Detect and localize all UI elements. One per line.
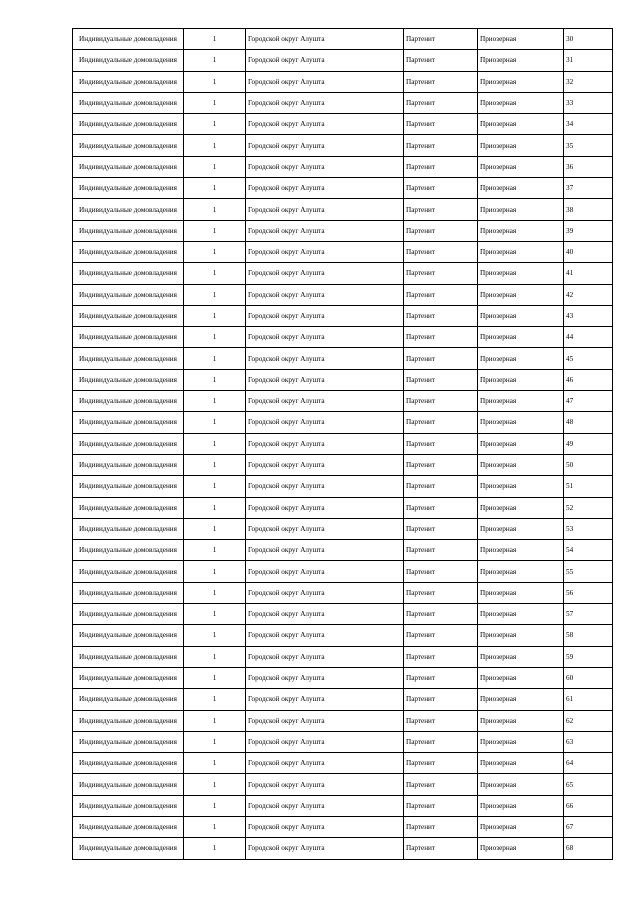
municipality-cell: Городской округ Алушта — [246, 816, 404, 837]
table-row — [73, 391, 613, 412]
table-row — [73, 241, 613, 262]
quantity-cell: 1 — [184, 71, 246, 92]
street-cell: Приозерная — [478, 178, 564, 199]
table-row — [73, 433, 613, 454]
quantity-cell: 1 — [184, 135, 246, 156]
quantity-cell: 1 — [184, 391, 246, 412]
quantity-cell: 1 — [184, 241, 246, 262]
house-number-cell: 34 — [564, 114, 613, 135]
building-type-cell: Индивидуальные домовладения — [73, 156, 184, 177]
quantity-cell: 1 — [184, 199, 246, 220]
street-cell: Приозерная — [478, 433, 564, 454]
building-type-cell: Индивидуальные домовладения — [73, 731, 184, 752]
table-row — [73, 199, 613, 220]
settlement-cell: Партенит — [404, 327, 478, 348]
municipality-cell: Городской округ Алушта — [246, 369, 404, 390]
municipality-cell: Городской округ Алушта — [246, 838, 404, 859]
building-type-cell: Индивидуальные домовладения — [73, 284, 184, 305]
street-cell: Приозерная — [478, 92, 564, 113]
municipality-cell: Городской округ Алушта — [246, 114, 404, 135]
street-cell: Приозерная — [478, 284, 564, 305]
building-type-cell: Индивидуальные домовладения — [73, 178, 184, 199]
building-type-cell: Индивидуальные домовладения — [73, 135, 184, 156]
street-cell: Приозерная — [478, 604, 564, 625]
building-type-cell: Индивидуальные домовладения — [73, 518, 184, 539]
table-row — [73, 731, 613, 752]
quantity-cell: 1 — [184, 178, 246, 199]
building-type-cell: Индивидуальные домовладения — [73, 689, 184, 710]
quantity-cell: 1 — [184, 561, 246, 582]
street-cell: Приозерная — [478, 582, 564, 603]
settlement-cell: Партенит — [404, 50, 478, 71]
quantity-cell: 1 — [184, 731, 246, 752]
table-row — [73, 497, 613, 518]
municipality-cell: Городской округ Алушта — [246, 646, 404, 667]
quantity-cell: 1 — [184, 114, 246, 135]
municipality-cell: Городской округ Алушта — [246, 731, 404, 752]
street-cell: Приозерная — [478, 625, 564, 646]
settlement-cell: Партенит — [404, 710, 478, 731]
house-number-cell: 51 — [564, 476, 613, 497]
table-row — [73, 710, 613, 731]
settlement-cell: Партенит — [404, 29, 478, 50]
street-cell: Приозерная — [478, 838, 564, 859]
house-number-cell: 66 — [564, 795, 613, 816]
quantity-cell: 1 — [184, 433, 246, 454]
quantity-cell: 1 — [184, 305, 246, 326]
municipality-cell: Городской округ Алушта — [246, 561, 404, 582]
house-number-cell: 55 — [564, 561, 613, 582]
settlement-cell: Партенит — [404, 582, 478, 603]
settlement-cell: Партенит — [404, 114, 478, 135]
quantity-cell: 1 — [184, 156, 246, 177]
municipality-cell: Городской округ Алушта — [246, 710, 404, 731]
quantity-cell: 1 — [184, 753, 246, 774]
settlement-cell: Партенит — [404, 412, 478, 433]
table-row — [73, 476, 613, 497]
building-type-cell: Индивидуальные домовладения — [73, 540, 184, 561]
building-type-cell: Индивидуальные домовладения — [73, 561, 184, 582]
building-type-cell: Индивидуальные домовладения — [73, 327, 184, 348]
house-number-cell: 54 — [564, 540, 613, 561]
building-type-cell: Индивидуальные домовладения — [73, 646, 184, 667]
municipality-cell: Городской округ Алушта — [246, 774, 404, 795]
quantity-cell: 1 — [184, 454, 246, 475]
settlement-cell: Партенит — [404, 199, 478, 220]
building-type-cell: Индивидуальные домовладения — [73, 604, 184, 625]
quantity-cell: 1 — [184, 667, 246, 688]
settlement-cell: Партенит — [404, 497, 478, 518]
municipality-cell: Городской округ Алушта — [246, 433, 404, 454]
building-type-cell: Индивидуальные домовладения — [73, 582, 184, 603]
building-type-cell: Индивидуальные домовладения — [73, 774, 184, 795]
house-number-cell: 45 — [564, 348, 613, 369]
settlement-cell: Партенит — [404, 753, 478, 774]
municipality-cell: Городской округ Алушта — [246, 795, 404, 816]
building-type-cell: Индивидуальные домовладения — [73, 29, 184, 50]
building-type-cell: Индивидуальные домовладения — [73, 710, 184, 731]
settlement-cell: Партенит — [404, 284, 478, 305]
address-table — [72, 28, 613, 860]
house-number-cell: 30 — [564, 29, 613, 50]
table-row — [73, 753, 613, 774]
quantity-cell: 1 — [184, 412, 246, 433]
settlement-cell: Партенит — [404, 92, 478, 113]
house-number-cell: 61 — [564, 689, 613, 710]
municipality-cell: Городской округ Алушта — [246, 135, 404, 156]
street-cell: Приозерная — [478, 71, 564, 92]
house-number-cell: 32 — [564, 71, 613, 92]
house-number-cell: 68 — [564, 838, 613, 859]
house-number-cell: 62 — [564, 710, 613, 731]
street-cell: Приозерная — [478, 50, 564, 71]
building-type-cell: Индивидуальные домовладения — [73, 199, 184, 220]
house-number-cell: 46 — [564, 369, 613, 390]
house-number-cell: 39 — [564, 220, 613, 241]
quantity-cell: 1 — [184, 540, 246, 561]
settlement-cell: Партенит — [404, 625, 478, 646]
table-row — [73, 518, 613, 539]
municipality-cell: Городской округ Алушта — [246, 327, 404, 348]
settlement-cell: Партенит — [404, 476, 478, 497]
street-cell: Приозерная — [478, 476, 564, 497]
municipality-cell: Городской округ Алушта — [246, 604, 404, 625]
house-number-cell: 40 — [564, 241, 613, 262]
building-type-cell: Индивидуальные домовладения — [73, 497, 184, 518]
settlement-cell: Партенит — [404, 646, 478, 667]
settlement-cell: Партенит — [404, 391, 478, 412]
settlement-cell: Партенит — [404, 135, 478, 156]
settlement-cell: Партенит — [404, 220, 478, 241]
quantity-cell: 1 — [184, 582, 246, 603]
municipality-cell: Городской округ Алушта — [246, 753, 404, 774]
street-cell: Приозерная — [478, 412, 564, 433]
municipality-cell: Городской округ Алушта — [246, 497, 404, 518]
house-number-cell: 56 — [564, 582, 613, 603]
street-cell: Приозерная — [478, 518, 564, 539]
settlement-cell: Партенит — [404, 305, 478, 326]
quantity-cell: 1 — [184, 220, 246, 241]
table-row — [73, 774, 613, 795]
settlement-cell: Партенит — [404, 838, 478, 859]
municipality-cell: Городской округ Алушта — [246, 263, 404, 284]
municipality-cell: Городской округ Алушта — [246, 92, 404, 113]
municipality-cell: Городской округ Алушта — [246, 50, 404, 71]
house-number-cell: 58 — [564, 625, 613, 646]
quantity-cell: 1 — [184, 646, 246, 667]
settlement-cell: Партенит — [404, 816, 478, 837]
quantity-cell: 1 — [184, 838, 246, 859]
street-cell: Приозерная — [478, 263, 564, 284]
table-row — [73, 178, 613, 199]
house-number-cell: 60 — [564, 667, 613, 688]
quantity-cell: 1 — [184, 92, 246, 113]
quantity-cell: 1 — [184, 816, 246, 837]
building-type-cell: Индивидуальные домовладения — [73, 838, 184, 859]
building-type-cell: Индивидуальные домовладения — [73, 348, 184, 369]
house-number-cell: 36 — [564, 156, 613, 177]
street-cell: Приозерная — [478, 454, 564, 475]
table-row — [73, 327, 613, 348]
municipality-cell: Городской округ Алушта — [246, 454, 404, 475]
table-row — [73, 348, 613, 369]
municipality-cell: Городской округ Алушта — [246, 625, 404, 646]
building-type-cell: Индивидуальные домовладения — [73, 433, 184, 454]
settlement-cell: Партенит — [404, 667, 478, 688]
quantity-cell: 1 — [184, 284, 246, 305]
municipality-cell: Городской округ Алушта — [246, 689, 404, 710]
street-cell: Приозерная — [478, 199, 564, 220]
table-row — [73, 582, 613, 603]
settlement-cell: Партенит — [404, 156, 478, 177]
municipality-cell: Городской округ Алушта — [246, 391, 404, 412]
street-cell: Приозерная — [478, 135, 564, 156]
table-row — [73, 92, 613, 113]
street-cell: Приозерная — [478, 710, 564, 731]
quantity-cell: 1 — [184, 348, 246, 369]
building-type-cell: Индивидуальные домовладения — [73, 305, 184, 326]
building-type-cell: Индивидуальные домовладения — [73, 795, 184, 816]
municipality-cell: Городской округ Алушта — [246, 476, 404, 497]
settlement-cell: Партенит — [404, 604, 478, 625]
municipality-cell: Городской округ Алушта — [246, 71, 404, 92]
table-row — [73, 71, 613, 92]
settlement-cell: Партенит — [404, 689, 478, 710]
quantity-cell: 1 — [184, 476, 246, 497]
house-number-cell: 33 — [564, 92, 613, 113]
house-number-cell: 47 — [564, 391, 613, 412]
building-type-cell: Индивидуальные домовладения — [73, 412, 184, 433]
house-number-cell: 35 — [564, 135, 613, 156]
table-row — [73, 263, 613, 284]
street-cell: Приозерная — [478, 114, 564, 135]
settlement-cell: Партенит — [404, 348, 478, 369]
table-row — [73, 625, 613, 646]
house-number-cell: 41 — [564, 263, 613, 284]
building-type-cell: Индивидуальные домовладения — [73, 92, 184, 113]
table-row — [73, 284, 613, 305]
quantity-cell: 1 — [184, 795, 246, 816]
municipality-cell: Городской округ Алушта — [246, 582, 404, 603]
building-type-cell: Индивидуальные домовладения — [73, 625, 184, 646]
municipality-cell: Городской округ Алушта — [246, 29, 404, 50]
street-cell: Приозерная — [478, 220, 564, 241]
quantity-cell: 1 — [184, 625, 246, 646]
street-cell: Приозерная — [478, 540, 564, 561]
municipality-cell: Городской округ Алушта — [246, 540, 404, 561]
house-number-cell: 48 — [564, 412, 613, 433]
house-number-cell: 57 — [564, 604, 613, 625]
street-cell: Приозерная — [478, 731, 564, 752]
table-row — [73, 369, 613, 390]
quantity-cell: 1 — [184, 50, 246, 71]
settlement-cell: Партенит — [404, 795, 478, 816]
house-number-cell: 44 — [564, 327, 613, 348]
street-cell: Приозерная — [478, 305, 564, 326]
street-cell: Приозерная — [478, 646, 564, 667]
quantity-cell: 1 — [184, 497, 246, 518]
house-number-cell: 42 — [564, 284, 613, 305]
house-number-cell: 64 — [564, 753, 613, 774]
street-cell: Приозерная — [478, 327, 564, 348]
quantity-cell: 1 — [184, 774, 246, 795]
quantity-cell: 1 — [184, 327, 246, 348]
quantity-cell: 1 — [184, 518, 246, 539]
house-number-cell: 43 — [564, 305, 613, 326]
municipality-cell: Городской округ Алушта — [246, 305, 404, 326]
table-row — [73, 220, 613, 241]
municipality-cell: Городской округ Алушта — [246, 284, 404, 305]
quantity-cell: 1 — [184, 29, 246, 50]
house-number-cell: 31 — [564, 50, 613, 71]
building-type-cell: Индивидуальные домовладения — [73, 241, 184, 262]
settlement-cell: Партенит — [404, 454, 478, 475]
street-cell: Приозерная — [478, 497, 564, 518]
table-row — [73, 114, 613, 135]
quantity-cell: 1 — [184, 710, 246, 731]
building-type-cell: Индивидуальные домовладения — [73, 476, 184, 497]
street-cell: Приозерная — [478, 29, 564, 50]
settlement-cell: Партенит — [404, 71, 478, 92]
quantity-cell: 1 — [184, 689, 246, 710]
street-cell: Приозерная — [478, 348, 564, 369]
table-row — [73, 540, 613, 561]
building-type-cell: Индивидуальные домовладения — [73, 114, 184, 135]
municipality-cell: Городской округ Алушта — [246, 199, 404, 220]
municipality-cell: Городской округ Алушта — [246, 667, 404, 688]
house-number-cell: 50 — [564, 454, 613, 475]
settlement-cell: Партенит — [404, 518, 478, 539]
building-type-cell: Индивидуальные домовладения — [73, 816, 184, 837]
house-number-cell: 65 — [564, 774, 613, 795]
settlement-cell: Партенит — [404, 561, 478, 582]
table-row — [73, 689, 613, 710]
municipality-cell: Городской округ Алушта — [246, 518, 404, 539]
building-type-cell: Индивидуальные домовладения — [73, 220, 184, 241]
table-row — [73, 50, 613, 71]
table-row — [73, 561, 613, 582]
municipality-cell: Городской округ Алушта — [246, 178, 404, 199]
street-cell: Приозерная — [478, 241, 564, 262]
street-cell: Приозерная — [478, 774, 564, 795]
settlement-cell: Партенит — [404, 433, 478, 454]
house-number-cell: 49 — [564, 433, 613, 454]
settlement-cell: Партенит — [404, 369, 478, 390]
quantity-cell: 1 — [184, 369, 246, 390]
address-table-body — [73, 29, 613, 860]
building-type-cell: Индивидуальные домовладения — [73, 71, 184, 92]
table-row — [73, 604, 613, 625]
municipality-cell: Городской округ Алушта — [246, 241, 404, 262]
house-number-cell: 59 — [564, 646, 613, 667]
house-number-cell: 52 — [564, 497, 613, 518]
street-cell: Приозерная — [478, 156, 564, 177]
street-cell: Приозерная — [478, 561, 564, 582]
house-number-cell: 38 — [564, 199, 613, 220]
street-cell: Приозерная — [478, 667, 564, 688]
settlement-cell: Партенит — [404, 540, 478, 561]
building-type-cell: Индивидуальные домовладения — [73, 263, 184, 284]
settlement-cell: Партенит — [404, 731, 478, 752]
street-cell: Приозерная — [478, 689, 564, 710]
table-row — [73, 156, 613, 177]
quantity-cell: 1 — [184, 263, 246, 284]
street-cell: Приозерная — [478, 816, 564, 837]
table-row — [73, 454, 613, 475]
table-row — [73, 412, 613, 433]
house-number-cell: 53 — [564, 518, 613, 539]
street-cell: Приозерная — [478, 391, 564, 412]
building-type-cell: Индивидуальные домовладения — [73, 50, 184, 71]
table-row — [73, 29, 613, 50]
quantity-cell: 1 — [184, 604, 246, 625]
municipality-cell: Городской округ Алушта — [246, 220, 404, 241]
building-type-cell: Индивидуальные домовладения — [73, 391, 184, 412]
settlement-cell: Партенит — [404, 774, 478, 795]
table-row — [73, 838, 613, 859]
settlement-cell: Партенит — [404, 263, 478, 284]
house-number-cell: 37 — [564, 178, 613, 199]
building-type-cell: Индивидуальные домовладения — [73, 369, 184, 390]
building-type-cell: Индивидуальные домовладения — [73, 667, 184, 688]
table-row — [73, 667, 613, 688]
street-cell: Приозерная — [478, 795, 564, 816]
house-number-cell: 63 — [564, 731, 613, 752]
municipality-cell: Городской округ Алушта — [246, 412, 404, 433]
table-row — [73, 135, 613, 156]
table-row — [73, 795, 613, 816]
table-row — [73, 816, 613, 837]
municipality-cell: Городской округ Алушта — [246, 156, 404, 177]
table-row — [73, 305, 613, 326]
building-type-cell: Индивидуальные домовладения — [73, 753, 184, 774]
street-cell: Приозерная — [478, 753, 564, 774]
building-type-cell: Индивидуальные домовладения — [73, 454, 184, 475]
house-number-cell: 67 — [564, 816, 613, 837]
settlement-cell: Партенит — [404, 178, 478, 199]
table-row — [73, 646, 613, 667]
municipality-cell: Городской округ Алушта — [246, 348, 404, 369]
settlement-cell: Партенит — [404, 241, 478, 262]
street-cell: Приозерная — [478, 369, 564, 390]
